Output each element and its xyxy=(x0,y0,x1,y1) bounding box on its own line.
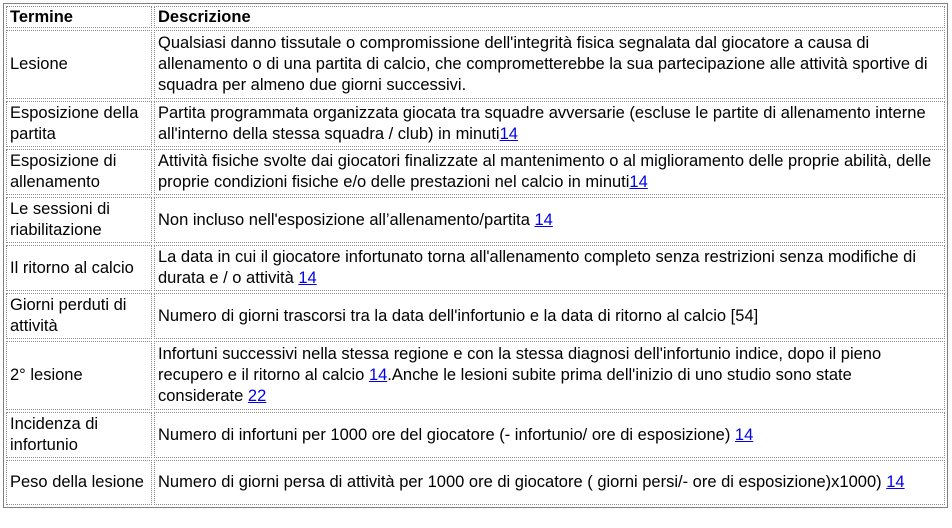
table-row xyxy=(6,101,945,147)
term-cell: Peso della lesione xyxy=(6,460,152,505)
table-row xyxy=(6,30,945,99)
description-cell xyxy=(154,293,945,339)
term-cell: Esposizione della partita xyxy=(6,101,152,147)
description-text: Non incluso nell'esposizione all’allenamento/partita xyxy=(158,210,535,229)
definitions-table xyxy=(3,3,948,508)
table-header-row xyxy=(6,6,945,28)
description-text: Qualsiasi danno tissutale o compromissione dell'integrità fisica segnalata dal giocatore a causa di allenamento o di una partita di calcio, che comprometterebbe la sua partecipazione alle attività sportive di squadra per almeno due giorni successivi. xyxy=(158,34,928,94)
table-row xyxy=(6,197,945,243)
description-cell xyxy=(154,149,945,195)
description-cell xyxy=(154,30,945,99)
reference-link[interactable]: 14 xyxy=(499,125,518,143)
reference-link[interactable]: 14 xyxy=(298,269,317,287)
term-cell: 2° lesione xyxy=(6,341,152,410)
description-cell xyxy=(154,245,945,291)
description-text: La data in cui il giocatore infortunato torna all'allenamento completo senza restrizioni senza modifiche di durata e / o attività xyxy=(158,248,916,287)
description-text: .Anche le lesioni subite prima dell'inizio di uno studio sono state considerate xyxy=(158,366,852,405)
description-text: Numero di giorni persa di attività per 1000 ore di giocatore ( giorni persi/- ore di esposizione)x1000) xyxy=(158,473,887,491)
reference-link[interactable]: 14 xyxy=(534,210,553,229)
table-row xyxy=(6,149,945,195)
description-text: Infortuni successivi nella stessa regione e con la stessa diagnosi dell'infortunio indice, dopo il pieno recupero e il ritorno al calcio xyxy=(158,345,882,384)
term-cell: Incidenza di infortunio xyxy=(6,412,152,458)
table-row xyxy=(6,412,945,458)
following-paragraph-fragment xyxy=(5,514,945,528)
description-text: Attività fisiche svolte dai giocatori finalizzate al mantenimento o al miglioramento delle proprie abilità, delle proprie condizioni fisiche e/o delle prestazioni nel calcio in minuti xyxy=(158,152,932,191)
header-term: Termine xyxy=(6,6,152,28)
table-row xyxy=(6,293,945,339)
reference-link[interactable]: 22 xyxy=(247,387,267,405)
table-row xyxy=(6,245,945,291)
table-row xyxy=(6,460,945,505)
description-text: Partita programmata organizzata giocata tra squadre avversarie (escluse le partite di allenamento interne all'interno della stessa squadra / club) in minuti xyxy=(158,104,926,143)
term-cell: Le sessioni di riabilitazione xyxy=(6,197,152,243)
description-cell xyxy=(154,197,945,243)
reference-link[interactable]: 14 xyxy=(886,473,905,491)
description-cell xyxy=(154,341,945,410)
description-text: Numero di giorni trascorsi tra la data dell'infortunio e la data di ritorno al calcio [54] xyxy=(158,306,759,325)
reference-link[interactable]: 14 xyxy=(368,366,388,384)
reference-link[interactable]: 14 xyxy=(734,425,754,444)
description-cell xyxy=(154,412,945,458)
reference-link[interactable]: 14 xyxy=(629,173,648,191)
description-text: Numero di infortuni per 1000 ore del giocatore (- infortunio/ ore di esposizione) xyxy=(158,425,735,444)
header-description: Descrizione xyxy=(154,6,945,28)
description-cell xyxy=(154,460,945,505)
term-cell: Esposizione di allenamento xyxy=(6,149,152,195)
table-row xyxy=(6,341,945,410)
description-cell xyxy=(154,101,945,147)
term-cell: Giorni perduti di attività xyxy=(6,293,152,339)
term-cell: Lesione xyxy=(6,30,152,99)
term-cell: Il ritorno al calcio xyxy=(6,245,152,291)
